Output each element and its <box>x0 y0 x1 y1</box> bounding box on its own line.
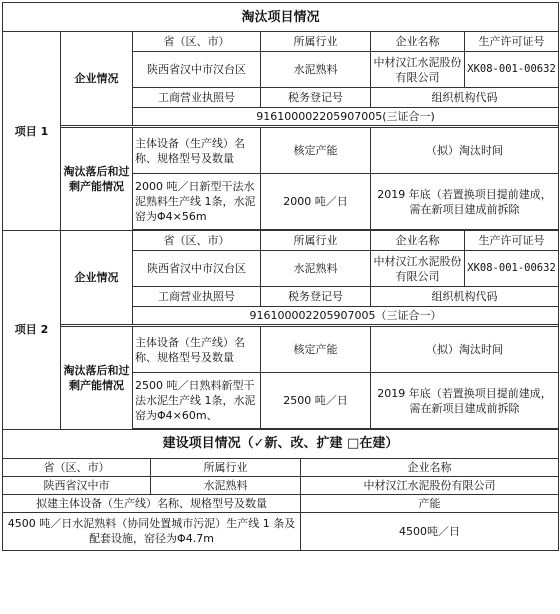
project-document <box>2 2 558 610</box>
construction-header-industry: 所属行业 <box>151 458 301 476</box>
backward-label: 淘汰落后和过剩产能情况 <box>61 327 133 430</box>
construction-industry: 水泥熟料 <box>151 476 301 494</box>
header-industry: 所属行业 <box>261 32 371 52</box>
industry-value: 水泥熟料 <box>261 52 371 88</box>
header-equipment: 主体设备（生产线）名称、规格型号及数量 <box>133 327 261 373</box>
header-province: 省（区、市） <box>133 32 261 52</box>
header-biz-license: 工商营业执照号 <box>133 88 261 108</box>
construction-header-province: 省（区、市） <box>3 458 151 476</box>
construction-title: 建设项目情况（✓新、改、扩建 □在建） <box>3 429 559 458</box>
company-value: 中材汉江水泥股份有限公司 <box>371 251 465 287</box>
header-elim-time: （拟）淘汰时间 <box>371 327 559 373</box>
company-value: 中材汉江水泥股份有限公司 <box>371 52 465 88</box>
header-province: 省（区、市） <box>133 231 261 251</box>
project-1-label: 项目 1 <box>3 32 61 231</box>
header-industry: 所属行业 <box>261 231 371 251</box>
equipment-value: 2500 吨／日熟料新型干法水泥生产线 1条，水泥窑为Φ4×60m、 <box>133 373 261 429</box>
province-value: 陕西省汉中市汉台区 <box>133 52 261 88</box>
industry-value: 水泥熟料 <box>261 251 371 287</box>
construction-province: 陕西省汉中市 <box>3 476 151 494</box>
license-value: XK08-001-00632 <box>465 52 559 88</box>
header-equipment: 主体设备（生产线）名称、规格型号及数量 <box>133 128 261 174</box>
elim-time-value: 2019 年底（若置换项目提前建成，需在新项目建成前拆除 <box>371 174 559 230</box>
header-license: 生产许可证号 <box>465 231 559 251</box>
construction-header-equipment: 拟建主体设备（生产线）名称、规格型号及数量 <box>3 494 301 512</box>
credit-code-value: 916100002205907005（三证合一） <box>133 307 559 325</box>
header-capacity: 核定产能 <box>261 128 371 174</box>
capacity-value: 2500 吨／日 <box>261 373 371 429</box>
eliminated-title: 淘汰项目情况 <box>3 3 559 32</box>
province-value: 陕西省汉中市汉台区 <box>133 251 261 287</box>
header-license: 生产许可证号 <box>465 32 559 52</box>
construction-header-capacity: 产能 <box>301 494 559 512</box>
enterprise-label: 企业情况 <box>61 32 133 126</box>
header-tax-reg: 税务登记号 <box>261 88 371 108</box>
backward-label: 淘汰落后和过剩产能情况 <box>61 128 133 231</box>
header-biz-license: 工商营业执照号 <box>133 287 261 307</box>
header-tax-reg: 税务登记号 <box>261 287 371 307</box>
header-capacity: 核定产能 <box>261 327 371 373</box>
header-elim-time: （拟）淘汰时间 <box>371 128 559 174</box>
credit-code-value: 916100002205907005(三证合一) <box>133 108 559 126</box>
construction-capacity: 4500吨／日 <box>301 512 559 550</box>
construction-table <box>2 429 559 551</box>
construction-company: 中材汉江水泥股份有限公司 <box>301 476 559 494</box>
header-company: 企业名称 <box>371 231 465 251</box>
header-org-code: 组织机构代码 <box>371 287 559 307</box>
construction-equipment: 4500 吨／日水泥熟料（协同处置城市污泥）生产线 1 条及配套设施，窑径为Φ4.7m <box>3 512 301 550</box>
construction-header-company: 企业名称 <box>301 458 559 476</box>
enterprise-label: 企业情况 <box>61 231 133 325</box>
capacity-value: 2000 吨／日 <box>261 174 371 230</box>
elimination-table <box>2 2 559 430</box>
equipment-value: 2000 吨／日新型干法水泥熟料生产线 1条，水泥窑为Φ4×56m <box>133 174 261 230</box>
header-company: 企业名称 <box>371 32 465 52</box>
header-org-code: 组织机构代码 <box>371 88 559 108</box>
license-value: XK08-001-00632 <box>465 251 559 287</box>
project-2-label: 项目 2 <box>3 231 61 430</box>
elim-time-value: 2019 年底（若置换项目提前建成，需在新项目建成前拆除 <box>371 373 559 429</box>
